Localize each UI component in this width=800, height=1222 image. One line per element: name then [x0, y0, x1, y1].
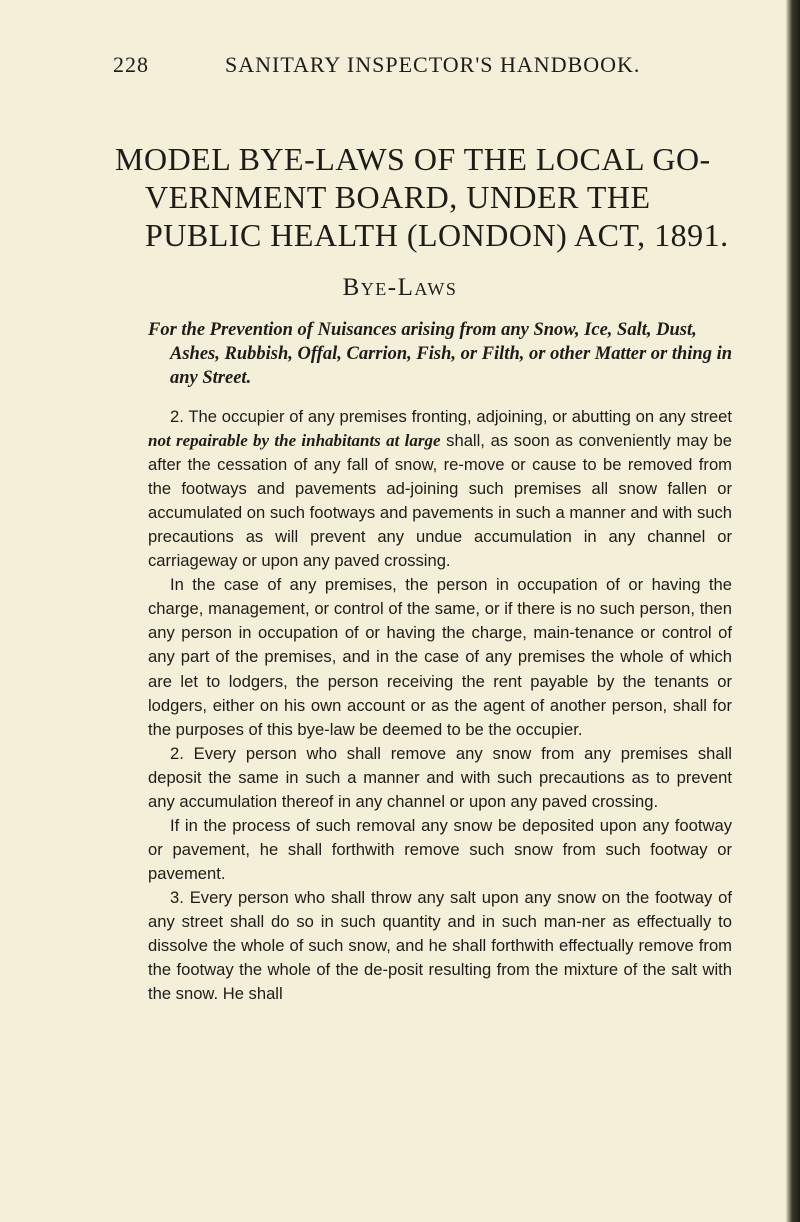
paragraph-1-text: 2. The occupier of any premises fronting, adjoining, or abutting on any street — [170, 407, 732, 426]
page-number: 228 — [113, 52, 149, 77]
running-header — [113, 52, 713, 78]
paragraph-4: If in the process of such removal any snow be deposited upon any footway or pavement, he shall forthwith remove such snow from such footway or pavement. — [148, 815, 732, 883]
running-title: SANITARY INSPECTOR'S HANDBOOK. — [225, 52, 641, 77]
paragraph-1 — [148, 405, 732, 573]
section-subtitle: Bye-Laws — [342, 274, 458, 301]
paragraph-5: 3. Every person who shall throw any salt upon any snow on the footway of any street shall do so in such quantity and in such man-ner as effectually to dissolve the whole of such snow, and he shall forthwith effectually remove from the footway the whole of the de-posit resulting from the mixture of the salt with the snow. He shall — [148, 887, 732, 1004]
intro-heading: For the Prevention of Nuisances arising from any Snow, Ice, Salt, Dust, Ashes, Rubbish, Offal, Carrion, Fish, or Filth, or other Matter or thing in any Street. — [148, 320, 733, 388]
paragraph-1-emphasis: not repairable by the inhabitants at large — [148, 431, 441, 451]
section-title: MODEL BYE-LAWS OF THE LOCAL GO-VERNMENT BOARD, UNDER THE PUBLIC HEALTH (LONDON) ACT, 1891. — [115, 141, 729, 253]
page-edge-shadow — [786, 0, 800, 1222]
body-text — [148, 405, 732, 1006]
paragraph-1-text-cont: shall, as soon as conveniently may be after the cessation of any fall of snow, re-move or cause to be removed from the footways and pavements ad-joining such premises all snow fallen or accumulated on such footways and pavements in such a manner and with such precautions as will prevent any undue accumulation in any channel or carriageway or upon any paved crossing. — [148, 431, 732, 571]
paragraph-3: 2. Every person who shall remove any snow from any premises shall deposit the same in such a manner and with such precautions as to prevent any accumulation thereof in any channel or upon any paved crossing. — [148, 743, 732, 811]
paragraph-2: In the case of any premises, the person in occupation of or having the charge, management, or control of the same, or if there is no such person, then any person in occupation of or having the charge, main-tenance or control of any part of the premises, and in the case of any premises the whole of which are let to lodgers, the person receiving the rent payable by the tenants or lodgers, either on his own account or as the agent of another person, shall for the purposes of this bye-law be deemed to be the occupier. — [148, 575, 732, 739]
